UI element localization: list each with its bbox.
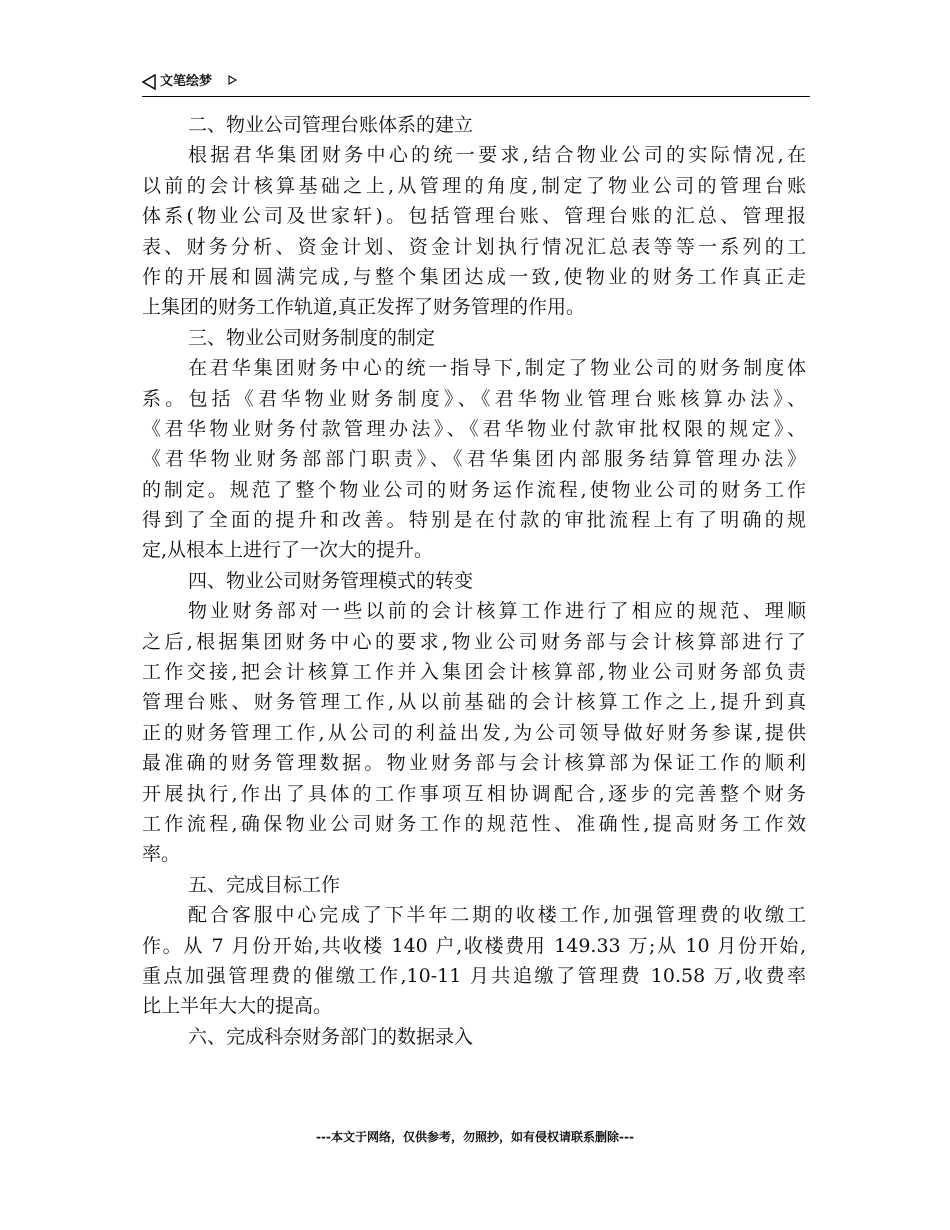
text-line: 之后,根据集团财务中心的要求,物业公司财务部与会计核算部进行了 (142, 630, 806, 653)
text-line: 体系(物业公司及世家轩)。包括管理台账、管理台账的汇总、管理报 (142, 205, 806, 228)
text-line: 管理台账、财务管理工作,从以前基础的会计核算工作之上,提升到真 (142, 691, 806, 714)
text-line: 物业财务部对一些以前的会计核算工作进行了相应的规范、理顺 (188, 600, 806, 623)
text-line: 工作交接,把会计核算工作并入集团会计核算部,物业公司财务部负责 (142, 661, 806, 684)
page-header (142, 70, 810, 97)
section-heading: 六、完成科奈财务部门的数据录入 (188, 1025, 474, 1048)
text-line: 表、财务分析、资金计划、资金计划执行情况汇总表等等一系列的工 (142, 235, 806, 258)
text-line: 系。包括《君华物业财务制度》、《君华物业管理台账核算办法》、 (142, 387, 806, 410)
text-line: 正的财务管理工作,从公司的利益出发,为公司领导做好财务参谋,提供 (142, 721, 806, 744)
header-brand: 文笔绘梦 (160, 74, 213, 89)
text-line: 以前的会计核算基础之上,从管理的角度,制定了物业公司的管理台账 (142, 174, 806, 197)
text-line: 上集团的财务工作轨道,真正发挥了财务管理的作用。 (142, 296, 586, 319)
text-line: 比上半年大大的提高。 (142, 995, 333, 1018)
text-line: 根据君华集团财务中心的统一要求,结合物业公司的实际情况,在 (188, 144, 806, 167)
footer-disclaimer: ---本文于网络，仅供参考，勿照抄，如有侵权请联系删除--- (316, 1130, 634, 1144)
triangle-right-icon (228, 75, 237, 85)
text-line: 《君华物业财务部部门职责》、《君华集团内部服务结算管理办法》 (142, 448, 806, 471)
text-line: 率。 (142, 843, 181, 866)
text-line: 《君华物业财务付款管理办法》、《君华物业付款审批权限的规定》、 (142, 417, 806, 440)
section-heading: 三、物业公司财务制度的制定 (188, 326, 436, 349)
text-line: 配合客服中心完成了下半年二期的收楼工作,加强管理费的收缴工 (188, 904, 806, 927)
text-line: 的制定。规范了整个物业公司的财务运作流程,使物业公司的财务工作 (142, 478, 806, 501)
text-line: 作。从 7 月份开始,共收楼 140 户,收楼费用 149.33 万;从 10 月份开始, (142, 934, 806, 957)
section-heading: 五、完成目标工作 (188, 873, 341, 896)
text-line: 工作流程,确保物业公司财务工作的规范性、准确性,提高财务工作效 (142, 812, 806, 835)
text-line: 重点加强管理费的催缴工作,10-11 月共追缴了管理费 10.58 万,收费率 (142, 964, 806, 987)
text-line: 开展执行,作出了具体的工作事项互相协调配合,逐步的完善整个财务 (142, 782, 806, 805)
document-body (142, 110, 806, 1052)
text-line: 定,从根本上进行了一次大的提升。 (142, 539, 434, 562)
triangle-left-icon (142, 74, 156, 90)
text-line: 最准确的财务管理数据。物业财务部与会计核算部为保证工作的顺利 (142, 752, 806, 775)
section-heading: 二、物业公司管理台账体系的建立 (188, 114, 474, 136)
text-line: 作的开展和圆满完成,与整个集团达成一致,使物业的财务工作真正走 (142, 265, 806, 288)
section-heading: 四、物业公司财务管理模式的转变 (188, 569, 474, 592)
text-line: 在君华集团财务中心的统一指导下,制定了物业公司的财务制度体 (188, 357, 806, 380)
text-line: 得到了全面的提升和改善。特别是在付款的审批流程上有了明确的规 (142, 509, 806, 532)
